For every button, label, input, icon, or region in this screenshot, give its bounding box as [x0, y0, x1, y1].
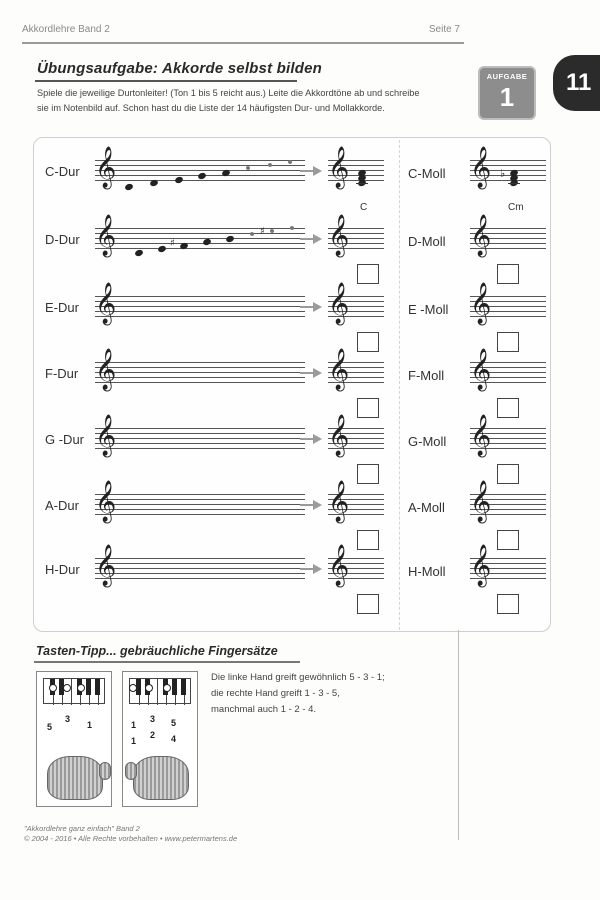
- thumb-icon: [99, 762, 111, 780]
- staff-line: [95, 372, 305, 373]
- major-chord-staff: [328, 283, 384, 324]
- minor-chord-staff: [470, 147, 546, 188]
- tip-line: Die linke Hand greift gewöhnlich 5 - 3 - 1;: [211, 672, 385, 683]
- sharp-icon: ♯: [170, 238, 175, 249]
- chord-row: [0, 481, 600, 544]
- staff-line: [95, 301, 305, 302]
- tip-line: manchmal auch 1 - 2 - 4.: [211, 704, 317, 715]
- staff-line: [95, 499, 305, 500]
- arrow-head-icon: [313, 434, 322, 444]
- minor-chord-staff: [470, 481, 546, 522]
- treble-clef-icon: 𝄞: [95, 415, 117, 456]
- scale-note: [124, 183, 134, 191]
- minor-chord-label: A-Moll: [408, 500, 445, 515]
- arrow-head-icon: [313, 166, 322, 176]
- major-chord-staff: [328, 545, 384, 586]
- staff-line: [95, 170, 305, 171]
- finger-number: 3: [65, 714, 71, 724]
- treble-clef-icon: 𝄞: [470, 215, 492, 256]
- sharp-icon: ♯: [260, 226, 265, 237]
- staff-line: [95, 433, 305, 434]
- finger-number: 2: [150, 730, 156, 740]
- staff-line: [95, 568, 305, 569]
- staff-line: [95, 494, 305, 495]
- arrow-right-icon: [300, 306, 314, 308]
- staff-line: [95, 316, 305, 317]
- chord-row: [0, 349, 600, 412]
- footer-line: "Akkordlehre ganz einfach" Band 2: [24, 824, 140, 833]
- header-page-number: Seite 7: [428, 24, 460, 35]
- key-dot: [163, 684, 171, 692]
- scale-note: [157, 245, 167, 253]
- staff-line: [95, 563, 305, 564]
- minor-answer-box[interactable]: [497, 264, 519, 284]
- scale-note: [149, 179, 159, 187]
- staff-line: [95, 165, 305, 166]
- staff-line: [95, 578, 305, 579]
- treble-clef-icon: 𝄞: [95, 349, 117, 390]
- treble-clef-icon: 𝄞: [328, 215, 350, 256]
- major-answer-box[interactable]: [357, 464, 379, 484]
- treble-clef-icon: 𝄞: [470, 349, 492, 390]
- minor-chord-label: G-Moll: [408, 434, 447, 449]
- major-answer-box[interactable]: [357, 594, 379, 614]
- staff-line: [95, 443, 305, 444]
- right-hand-icon: [133, 756, 189, 800]
- tip-title: Tasten-Tipp... gebräuchliche Fingersätze: [36, 644, 278, 658]
- footer-line: © 2004 - 2016 • Alle Rechte vorbehalten • www.petermartens.de: [24, 834, 238, 843]
- major-chord-label: C-Dur: [45, 164, 80, 179]
- badge-label: AUFGABE: [486, 72, 528, 81]
- treble-clef-icon: 𝄞: [470, 147, 492, 188]
- staff-line: [95, 573, 305, 574]
- key-dot: [145, 684, 153, 692]
- staff-line: [95, 362, 305, 363]
- treble-clef-icon: 𝄞: [470, 415, 492, 456]
- staff-line: [95, 160, 305, 161]
- staff-line: [95, 180, 305, 181]
- treble-clef-icon: 𝄞: [470, 481, 492, 522]
- page-footer: [24, 824, 237, 844]
- staff-line: [95, 558, 305, 559]
- minor-answer-box[interactable]: [497, 530, 519, 550]
- ledger-line: [508, 183, 520, 184]
- right-hand-card: [122, 671, 198, 807]
- scale-staff: [95, 415, 305, 456]
- finger-number: 5: [171, 718, 177, 728]
- major-chord-label: D-Dur: [45, 232, 80, 247]
- major-answer-box[interactable]: [357, 398, 379, 418]
- major-chord-label: H-Dur: [45, 562, 80, 577]
- major-answer-box[interactable]: [357, 332, 379, 352]
- ledger-line: [356, 183, 368, 184]
- treble-clef-icon: 𝄞: [328, 147, 350, 188]
- treble-clef-icon: 𝄞: [328, 415, 350, 456]
- title-underline: [35, 80, 297, 82]
- chord-row: [0, 283, 600, 346]
- arrow-head-icon: [313, 234, 322, 244]
- key-dot: [63, 684, 71, 692]
- finger-number: 4: [171, 734, 177, 744]
- minor-chord-staff: [470, 415, 546, 456]
- staff-line: [95, 504, 305, 505]
- running-header: [22, 22, 464, 44]
- scale-note: [134, 249, 144, 257]
- major-answer-box[interactable]: [357, 530, 379, 550]
- tip-line: die rechte Hand greift 1 - 3 - 5,: [211, 688, 340, 699]
- major-chord-staff: [328, 147, 384, 188]
- minor-chord-label: E -Moll: [408, 302, 449, 317]
- minor-answer-box[interactable]: [497, 332, 519, 352]
- minor-chord-label: F-Moll: [408, 368, 445, 383]
- minor-chord-staff: [470, 545, 546, 586]
- arrow-head-icon: [313, 368, 322, 378]
- staff-line: [95, 377, 305, 378]
- finger-number: 1: [87, 720, 93, 730]
- exercise-title: Übungsaufgabe: Akkorde selbst bilden: [37, 60, 323, 77]
- minor-chord-label: H-Moll: [408, 564, 446, 579]
- chord-row: [0, 147, 600, 213]
- tip-text: [211, 670, 385, 718]
- minor-chord-label: D-Moll: [408, 234, 446, 249]
- staff-line: [95, 514, 305, 515]
- major-chord-staff: [328, 481, 384, 522]
- finger-number: 5: [47, 722, 53, 732]
- mini-keyboard: [129, 678, 191, 704]
- arrow-right-icon: [300, 438, 314, 440]
- finger-number: 1: [131, 736, 137, 746]
- treble-clef-icon: 𝄞: [95, 147, 117, 188]
- key-dot: [129, 684, 137, 692]
- staff-line: [95, 238, 305, 239]
- staff-line: [95, 233, 305, 234]
- arrow-right-icon: [300, 568, 314, 570]
- staff-line: [95, 367, 305, 368]
- arrow-head-icon: [313, 500, 322, 510]
- staff-line: [95, 243, 305, 244]
- chord-row: [0, 215, 600, 278]
- major-chord-staff: [328, 349, 384, 390]
- staff-line: [95, 428, 305, 429]
- exercise-instruction: Spiele die jeweilige Durtonleiter! (Ton 1 bis 5 reicht aus.) Leite die Akkordtöne ab und schreibe sie im Notenbild auf. Schon hast du die Liste der 14 häufigsten Dur- und Mollakkorde.: [37, 88, 420, 113]
- finger-number: 1: [131, 720, 137, 730]
- chapter-tab: 11: [553, 55, 600, 111]
- minor-chord-name: Cm: [508, 202, 524, 213]
- staff-line: [95, 382, 305, 383]
- chord-row: [0, 415, 600, 478]
- minor-chord-label: C-Moll: [408, 166, 446, 181]
- treble-clef-icon: 𝄞: [95, 481, 117, 522]
- staff-line: [95, 311, 305, 312]
- key-dot: [77, 684, 85, 692]
- major-chord-name: C: [360, 202, 368, 213]
- arrow-right-icon: [300, 238, 314, 240]
- scale-staff: [95, 349, 305, 390]
- treble-clef-icon: 𝄞: [328, 283, 350, 324]
- chord-row: [0, 545, 600, 608]
- major-chord-staff: [328, 215, 384, 256]
- arrow-right-icon: [300, 170, 314, 172]
- minor-answer-box[interactable]: [497, 464, 519, 484]
- treble-clef-icon: 𝄞: [95, 283, 117, 324]
- staff-line: [95, 438, 305, 439]
- scale-staff: [95, 545, 305, 586]
- staff-line: [95, 306, 305, 307]
- thumb-icon: [125, 762, 137, 780]
- treble-clef-icon: 𝄞: [95, 215, 117, 256]
- treble-clef-icon: 𝄞: [328, 349, 350, 390]
- exercise-badge: [478, 66, 536, 120]
- staff-line: [95, 509, 305, 510]
- minor-chord-staff: [470, 283, 546, 324]
- tip-underline: [34, 661, 300, 663]
- left-hand-card: [36, 671, 112, 807]
- staff-line: [95, 248, 305, 249]
- scale-staff: [95, 481, 305, 522]
- treble-clef-icon: 𝄞: [328, 545, 350, 586]
- finger-number: 3: [150, 714, 156, 724]
- major-chord-label: E-Dur: [45, 300, 79, 315]
- staff-line: [95, 448, 305, 449]
- major-chord-label: G -Dur: [45, 432, 84, 447]
- major-chord-label: F-Dur: [45, 366, 79, 381]
- scale-staff: [95, 283, 305, 324]
- key-dot: [49, 684, 57, 692]
- staff-line: [95, 296, 305, 297]
- header-book-title: Akkordlehre Band 2: [22, 24, 110, 35]
- badge-number: 1: [499, 82, 515, 112]
- scale-note: [174, 176, 184, 184]
- major-chord-staff: [328, 415, 384, 456]
- minor-chord-staff: [470, 215, 546, 256]
- minor-answer-box[interactable]: [497, 594, 519, 614]
- minor-chord-staff: [470, 349, 546, 390]
- arrow-head-icon: [313, 564, 322, 574]
- vertical-rule: [458, 630, 459, 840]
- major-chord-label: A-Dur: [45, 498, 79, 513]
- treble-clef-icon: 𝄞: [95, 545, 117, 586]
- minor-answer-box[interactable]: [497, 398, 519, 418]
- treble-clef-icon: 𝄞: [470, 283, 492, 324]
- left-hand-icon: [47, 756, 103, 800]
- treble-clef-icon: 𝄞: [328, 481, 350, 522]
- arrow-right-icon: [300, 504, 314, 506]
- arrow-right-icon: [300, 372, 314, 374]
- arrow-head-icon: [313, 302, 322, 312]
- major-answer-box[interactable]: [357, 264, 379, 284]
- flat-icon: ♭: [500, 167, 506, 180]
- treble-clef-icon: 𝄞: [470, 545, 492, 586]
